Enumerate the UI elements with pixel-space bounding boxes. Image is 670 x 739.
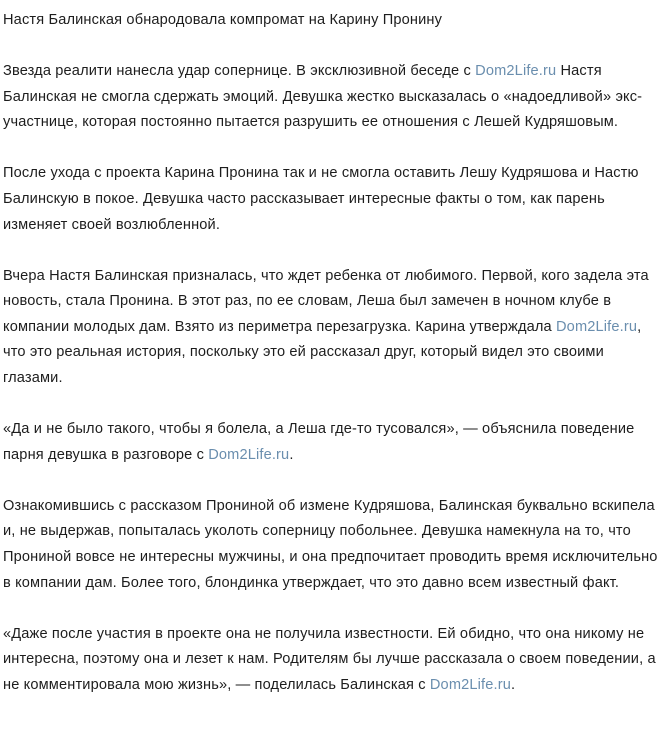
paragraph-text: , что это реальная история, поскольку это ей рассказал друг, который видел это своими глазами. — [3, 318, 642, 387]
paragraph-6 — [3, 596, 666, 698]
paragraph-3 — [3, 238, 666, 391]
dom2life-link[interactable]: Dom2Life.ru — [556, 318, 638, 335]
paragraph-text: «Да и не было такого, чтобы я болела, а Леша где-то тусовался», — объяснила поведение парня девушка в разговоре с — [3, 421, 635, 463]
paragraph-text: «Даже после участия в проекте она не получила известности. Ей обидно, что она никому не интересна, поэтому она и лезет к нам. Родителям бы лучше рассказала о своем поведении, а не комментировала мою жизнь», — поделилась Балинская с — [3, 625, 656, 693]
paragraph-text: . — [289, 446, 294, 463]
paragraph-text: Вчера Настя Балинская призналась, что ждет ребенка от любимого. Первой, кого задела эта новость, стала Пронина. В этот раз, по ее словам, Леша был замечен в ночном клубе в компании молодых дам. Взято из периметра перезагрузка. Карина утверждала — [3, 267, 649, 335]
paragraph-text: Звезда реалити нанесла удар сопернице. В эксклюзивной беседе с — [3, 63, 476, 80]
dom2life-link[interactable]: Dom2Life.ru — [208, 446, 290, 463]
article-paragraphs — [3, 34, 666, 699]
paragraph-1 — [3, 34, 666, 136]
paragraph-text: Настя Балинская не смогла сдержать эмоций. Девушка жестко высказалась о «надоедливой» экс-участнице, которая постоянно пытается разрушить ее отношения с Лешей Кудряшовым. — [3, 63, 643, 131]
paragraph-text: После ухода с проекта Карина Пронина так и не смогла оставить Лешу Кудряшова и Настю Балинскую в покое. Девушка часто рассказывает интересные факты о том, как парень изменяет своей возлюбленной. — [3, 165, 639, 233]
paragraph-5 — [3, 468, 666, 596]
paragraph-2 — [3, 136, 666, 238]
paragraph-text: . — [510, 676, 516, 693]
paragraph-4 — [3, 392, 666, 469]
paragraph-text: Ознакомившись с рассказом Прониной об измене Кудряшова, Балинская буквально вскипела и, не выдержав, попыталась уколоть соперницу побольнее. Девушка намекнула на то, что Прониной вовсе не интересны мужчины, и она предпочитает проводить время исключительно в компании дам. Более того, блондинка утверждает, что это давно всем известный факт. — [3, 497, 658, 591]
article-title: Настя Балинская обнародовала компромат на Карину Пронину — [3, 12, 443, 28]
dom2life-link[interactable]: Dom2Life.ru — [475, 63, 557, 80]
dom2life-link[interactable]: Dom2Life.ru — [429, 676, 511, 693]
